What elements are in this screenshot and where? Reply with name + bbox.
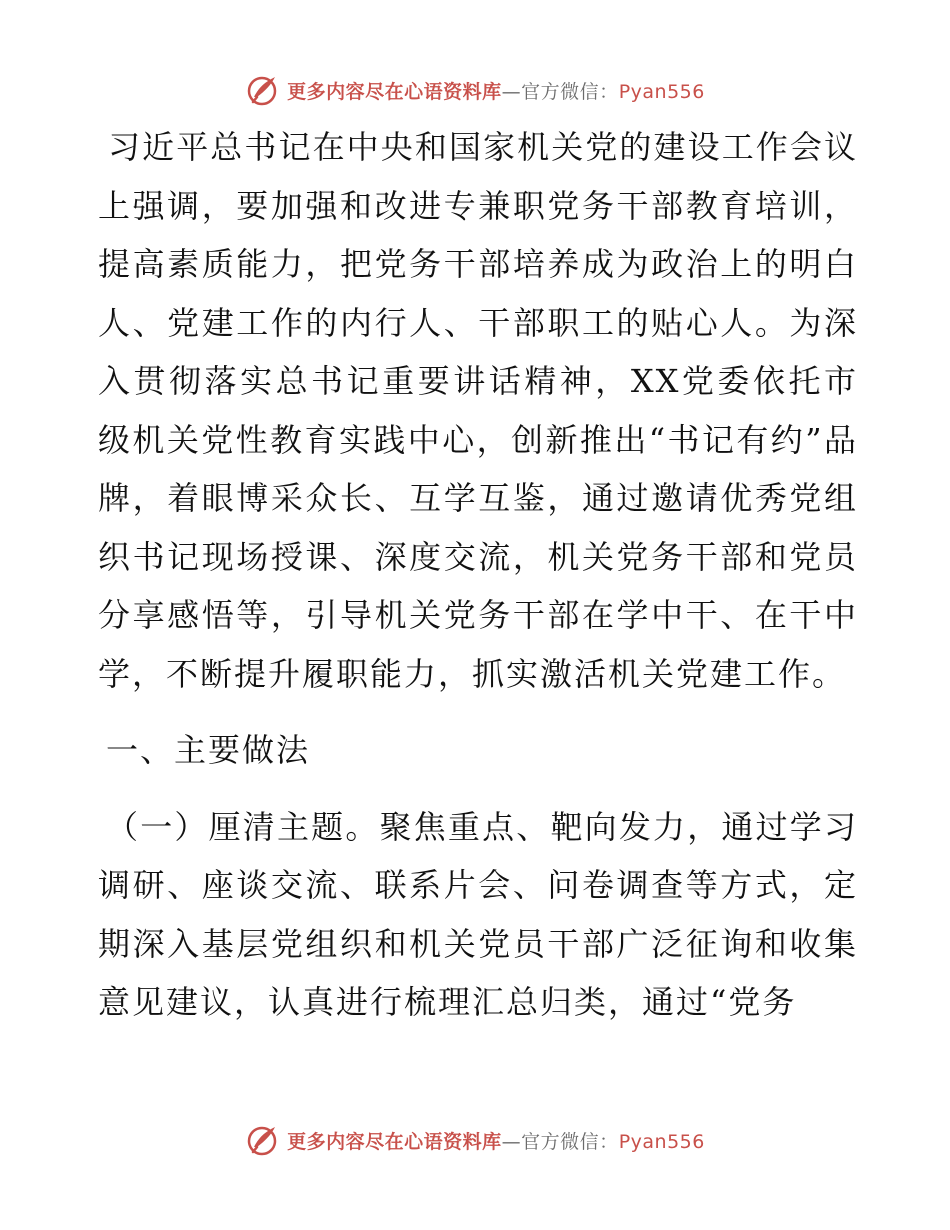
watermark-text <box>287 1127 705 1154</box>
watermark-account: Pyan556 <box>618 80 705 103</box>
intro-paragraph: 习近平总书记在中央和国家机关党的建设工作会议上强调，要加强和改进专兼职党务干部教育培训，提高素质能力，把党务干部培养成为政治上的明白人、党建工作的内行人、干部职工的贴心人。为深入贯彻落实总书记重要讲话精神，XX党委依托市级机关党性教育实践中心，创新推出“书记有约”品牌，着眼博采众长、互学互鉴，通过邀请优秀党组织书记现场授课、深度交流，机关党务干部和党员分享感悟等，引导机关党务干部在学中干、在干中学，不断提升履职能力，抓实激活机关党建工作。 <box>98 128 858 693</box>
sub-paragraph: （一）厘清主题。聚焦重点、靶向发力，通过学习调研、座谈交流、联系片会、问卷调查等方式，定期深入基层党组织和机关党员干部广泛征询和收集意见建议，认真进行梳理汇总归类，通过“党务 <box>98 807 858 1021</box>
watermark-account: Pyan556 <box>618 1130 705 1153</box>
document-body <box>98 118 858 1032</box>
watermark-text <box>287 77 705 104</box>
quill-logo-icon <box>245 73 279 107</box>
quill-logo-icon <box>245 1123 279 1157</box>
watermark-wechat-label: 官方微信： <box>521 80 619 103</box>
watermark-dash: — <box>501 80 522 103</box>
watermark-wechat-label: 官方微信： <box>521 1130 619 1153</box>
watermark-main: 更多内容尽在心语资料库 <box>287 80 502 103</box>
header-watermark-banner <box>0 70 950 110</box>
section-heading: 一、主要做法 <box>106 731 311 769</box>
watermark-main: 更多内容尽在心语资料库 <box>287 1130 502 1153</box>
footer-watermark-banner <box>0 1120 950 1160</box>
watermark-dash: — <box>501 1130 522 1153</box>
